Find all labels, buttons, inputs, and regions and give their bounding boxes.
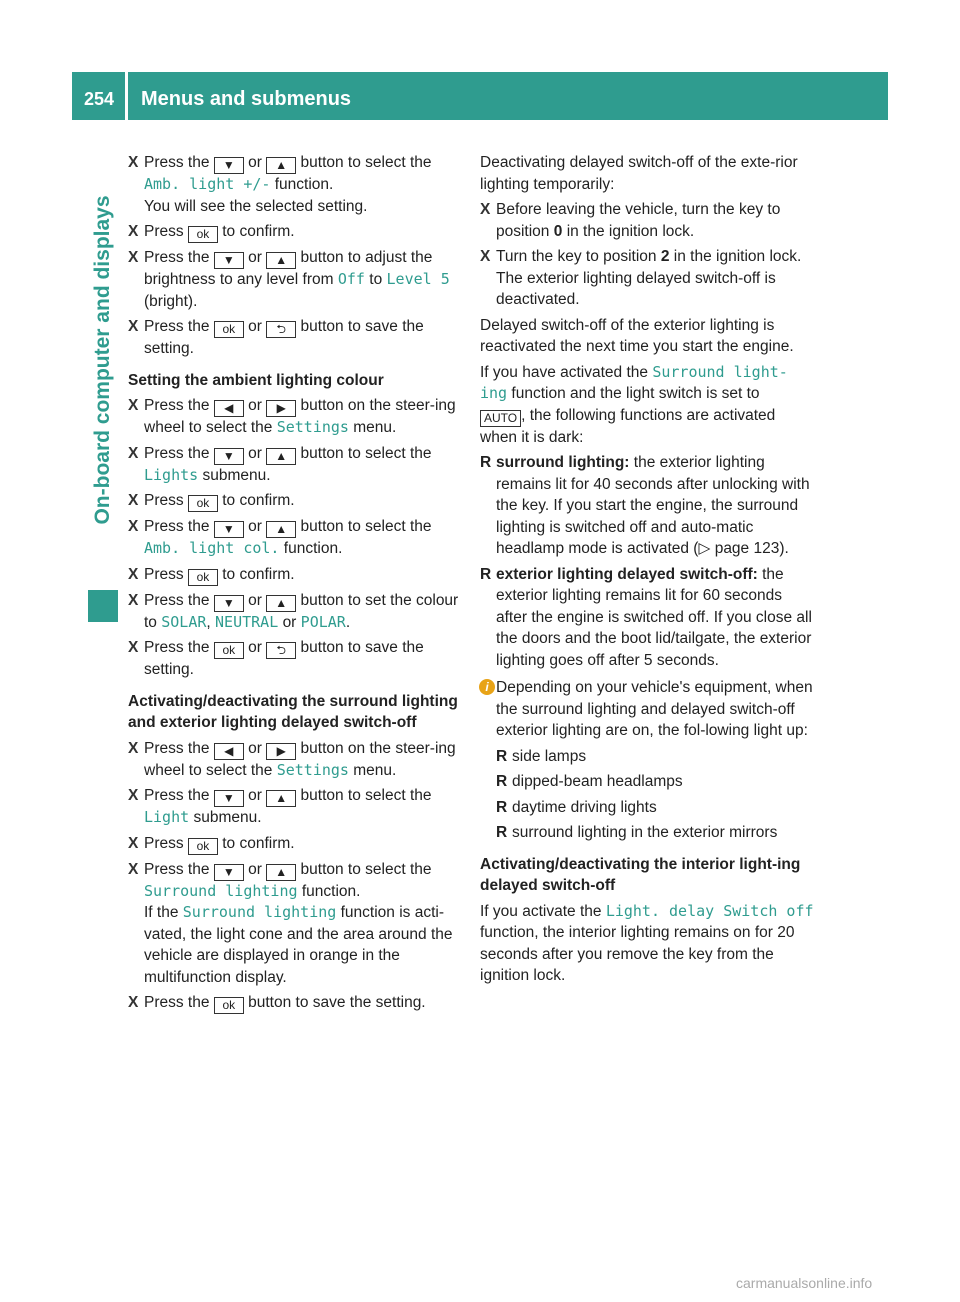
menu-code: Level 5 bbox=[386, 270, 450, 288]
paragraph: If you have activated the Surround light‐ing function and the light switch is set to AUTO , the following functions are activated when it is dark: bbox=[480, 362, 788, 446]
left-column bbox=[128, 152, 460, 1018]
menu-code: SOLAR bbox=[161, 612, 207, 631]
right-button-icon: ▶ bbox=[266, 400, 296, 417]
ok-button-icon: ok bbox=[214, 321, 244, 338]
step: X Turn the key to position 2 in the ignition lock. The exterior lighting delayed switch-off is deactivated. bbox=[480, 246, 814, 311]
up-button-icon: ▲ bbox=[266, 521, 296, 538]
down-button-icon: ▼ bbox=[214, 157, 244, 174]
menu-code: Settings bbox=[276, 418, 349, 436]
right-button-icon: ▶ bbox=[266, 743, 296, 760]
step: X Press the ▼ or ▲ button to select the Amb. light col. function. bbox=[128, 516, 460, 560]
down-button-icon: ▼ bbox=[214, 448, 244, 465]
menu-code: Off bbox=[337, 270, 365, 288]
section-heading: Activating/deactivating the interior light-ing delayed switch-off bbox=[480, 855, 801, 894]
left-button-icon: ◀ bbox=[214, 400, 244, 417]
down-button-icon: ▼ bbox=[214, 864, 244, 881]
header-divider bbox=[125, 72, 128, 120]
step: X Press the ok or ⮌ button to save the setting. bbox=[128, 316, 460, 360]
down-button-icon: ▼ bbox=[214, 595, 244, 612]
step: X Press the ▼ or ▲ button to select the Amb. light +/- function. You will see the selected setting. bbox=[128, 152, 460, 217]
ok-button-icon: ok bbox=[214, 642, 244, 659]
info-icon: i bbox=[479, 679, 495, 695]
section-title: Menus and submenus bbox=[141, 88, 352, 110]
menu-code: Amb. light col. bbox=[144, 539, 280, 557]
step: X Press ok to confirm. bbox=[128, 833, 460, 855]
left-button-icon: ◀ bbox=[214, 743, 244, 760]
down-button-icon: ▼ bbox=[214, 252, 244, 269]
menu-code: Light. delay Switch off bbox=[605, 901, 814, 920]
paragraph: If you activate the Light. delay Switch off function, the interior lighting remains on for 20 seconds after you remove the key from the ignition lock. bbox=[480, 901, 814, 984]
step: X Press the ◀ or ▶ button on the steer-ing wheel to select the Settings menu. bbox=[128, 738, 460, 782]
bullet-item: R daytime driving lights bbox=[496, 798, 657, 816]
ok-button-icon: ok bbox=[188, 838, 218, 855]
step: X Press the ▼ or ▲ button to set the colour to SOLAR, NEUTRAL or POLAR. bbox=[128, 590, 460, 634]
right-column bbox=[480, 152, 814, 991]
side-tab-label: On-board computer and displays bbox=[91, 195, 114, 525]
step: X Before leaving the vehicle, turn the key to position 0 in the ignition lock. bbox=[480, 199, 814, 242]
menu-code: Lights bbox=[144, 465, 199, 484]
paragraph: Deactivating delayed switch-off of the exte-rior lighting temporarily: bbox=[480, 154, 798, 193]
menu-code: NEUTRAL bbox=[215, 612, 279, 631]
step: X Press the ◀ or ▶ button on the steer-ing wheel to select the Settings menu. bbox=[128, 395, 460, 439]
ok-button-icon: ok bbox=[188, 569, 218, 586]
ok-button-icon: ok bbox=[188, 226, 218, 243]
paragraph: Delayed switch-off of the exterior lighting is reactivated the next time you start the engine. bbox=[480, 316, 794, 355]
menu-code: Light bbox=[144, 808, 190, 826]
step: X Press ok to confirm. bbox=[128, 564, 460, 586]
up-button-icon: ▲ bbox=[266, 252, 296, 269]
back-button-icon: ⮌ bbox=[266, 642, 296, 659]
up-button-icon: ▲ bbox=[266, 157, 296, 174]
up-button-icon: ▲ bbox=[266, 595, 296, 612]
info-note: i Depending on your vehicle's equipment, when the surround lighting and delayed switch-off exterior lighting are on, the fol-lowing light up: bbox=[480, 677, 814, 742]
step: X Press ok to confirm. bbox=[128, 221, 460, 243]
ok-button-icon: ok bbox=[188, 495, 218, 512]
auto-switch-icon: AUTO bbox=[480, 410, 521, 427]
bullet-item: R surround lighting in the exterior mirrors bbox=[496, 824, 778, 841]
page-number: 254 bbox=[84, 89, 115, 109]
step: X Press the ▼ or ▲ button to select the Light submenu. bbox=[128, 785, 460, 829]
bullet-item: R side lamps bbox=[496, 747, 587, 765]
step: X Press the ▼ or ▲ button to adjust the brightness to any level from Off to Level 5 (bright). bbox=[128, 247, 460, 312]
bullet-item: R dipped-beam headlamps bbox=[496, 773, 683, 790]
watermark: carmanualsonline.info bbox=[736, 1275, 873, 1291]
menu-code: Surround lighting bbox=[144, 881, 298, 900]
up-button-icon: ▲ bbox=[266, 864, 296, 881]
menu-code: Surround light‐ing bbox=[480, 362, 788, 402]
section-heading: Setting the ambient lighting colour bbox=[128, 371, 384, 389]
step: X Press the ok button to save the setting. bbox=[128, 992, 460, 1014]
menu-code: Amb. light +/- bbox=[144, 175, 271, 193]
step: X Press ok to confirm. bbox=[128, 490, 460, 512]
side-tab-marker bbox=[88, 590, 118, 622]
down-button-icon: ▼ bbox=[214, 521, 244, 538]
menu-code: Surround lighting bbox=[182, 903, 337, 921]
menu-code: POLAR bbox=[300, 612, 346, 631]
down-button-icon: ▼ bbox=[214, 790, 244, 807]
step: X Press the ▼ or ▲ button to select the Lights submenu. bbox=[128, 443, 460, 487]
section-heading: Activating/deactivating the surround lighting and exterior lighting delayed switch-off bbox=[128, 692, 458, 731]
bullet-item: R surround lighting: the exterior lighting remains lit for 40 seconds after unlocking with the key. If you start the engine, the surround lighting is switched off and auto-matic headlamp mode is activated (▷ page 123). bbox=[480, 454, 810, 557]
side-tab bbox=[88, 150, 118, 570]
up-button-icon: ▲ bbox=[266, 790, 296, 807]
up-button-icon: ▲ bbox=[266, 448, 296, 465]
bullet-item: R exterior lighting delayed switch-off: the exterior lighting remains lit for 60 seconds after the engine is switched off. If you close all the doors and the boot lid/tailgate, the exterior lighting goes off after 5 seconds. bbox=[480, 565, 812, 669]
step: X Press the ok or ⮌ button to save the setting. bbox=[128, 637, 460, 681]
step: X Press the ▼ or ▲ button to select the Surround lighting function. If the Surround lighting function is acti-vated, the light cone and the area around the vehicle are displayed in orange in the multifunction display. bbox=[128, 859, 460, 989]
back-button-icon: ⮌ bbox=[266, 321, 296, 338]
menu-code: Settings bbox=[276, 760, 349, 779]
ok-button-icon: ok bbox=[214, 997, 244, 1014]
